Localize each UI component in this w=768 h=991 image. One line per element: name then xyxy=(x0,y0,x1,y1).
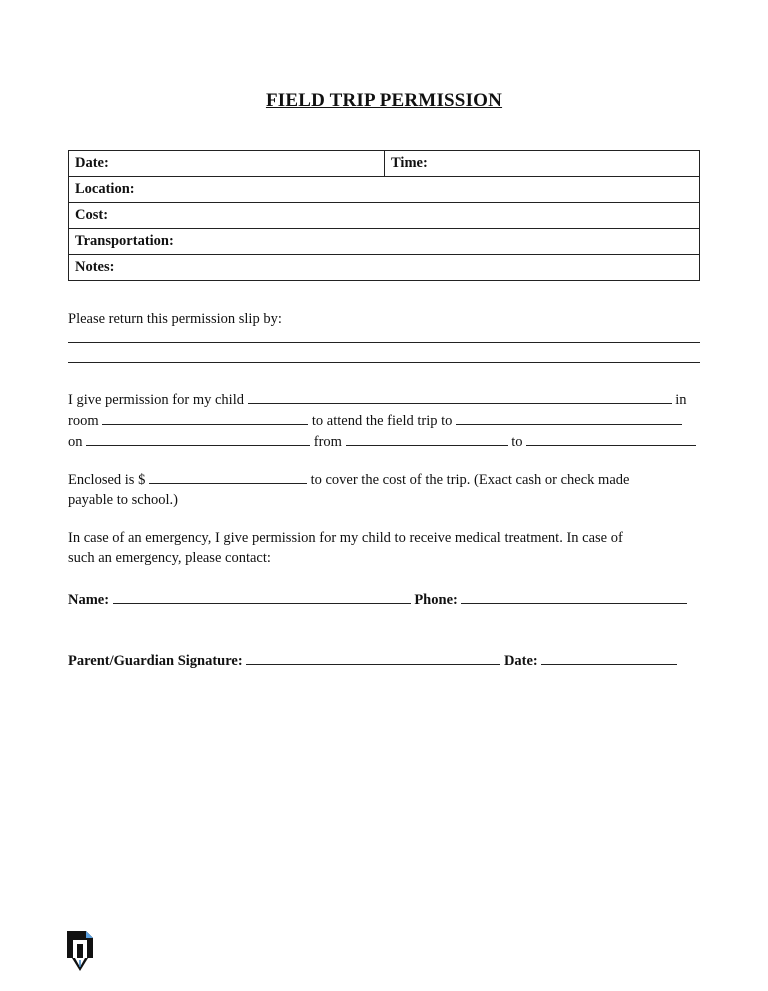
permission-line1-start: I give permission for my child xyxy=(68,392,244,408)
permission-paragraph xyxy=(68,389,702,452)
transportation-cell[interactable]: Transportation: xyxy=(69,229,700,255)
name-label: Name: xyxy=(68,592,110,608)
permission-line3-from: from xyxy=(313,434,342,450)
location-cell[interactable]: Location: xyxy=(69,177,700,203)
return-line-1[interactable] xyxy=(68,342,700,343)
date-cell[interactable]: Date: xyxy=(69,151,385,177)
amount-blank[interactable] xyxy=(149,469,307,484)
phone-blank[interactable] xyxy=(461,589,687,604)
enclosed-paragraph xyxy=(68,469,702,510)
time-cell[interactable]: Time: xyxy=(385,151,700,177)
notes-cell[interactable]: Notes: xyxy=(69,255,700,281)
emergency-paragraph xyxy=(68,528,702,568)
signature-line xyxy=(68,650,702,671)
to-time-blank[interactable] xyxy=(526,431,696,446)
page-title: FIELD TRIP PERMISSION xyxy=(265,90,503,111)
room-blank[interactable] xyxy=(102,410,308,425)
child-name-blank[interactable] xyxy=(248,389,672,404)
signature-label: Parent/Guardian Signature: xyxy=(68,653,243,669)
enclosed-start: Enclosed is $ xyxy=(68,472,146,488)
signature-blank[interactable] xyxy=(246,650,500,665)
signature-date-label: Date: xyxy=(503,653,538,669)
permission-line2-start: room xyxy=(68,413,99,429)
cost-cell[interactable]: Cost: xyxy=(69,203,700,229)
trip-date-blank[interactable] xyxy=(86,431,310,446)
document-pen-logo-icon xyxy=(66,930,94,972)
permission-line3-to: to xyxy=(511,434,523,450)
emergency-line2: such an emergency, please contact: xyxy=(68,550,271,566)
name-blank[interactable] xyxy=(113,589,411,604)
from-time-blank[interactable] xyxy=(346,431,508,446)
permission-line1-end: in xyxy=(675,392,687,408)
signature-date-blank[interactable] xyxy=(541,650,677,665)
enclosed-line2: payable to school.) xyxy=(68,492,178,508)
trip-info-table xyxy=(68,150,700,281)
destination-blank[interactable] xyxy=(456,410,682,425)
permission-line2-mid: to attend the field trip to xyxy=(311,413,453,429)
phone-label: Phone: xyxy=(414,592,458,608)
return-label: Please return this permission slip by: xyxy=(68,311,282,327)
enclosed-end: to cover the cost of the trip. (Exact cash or check made xyxy=(310,472,630,488)
contact-line xyxy=(68,589,702,610)
permission-line3-start: on xyxy=(68,434,83,450)
emergency-line1: In case of an emergency, I give permission for my child to receive medical treatment. In case of xyxy=(68,530,623,546)
return-line-2[interactable] xyxy=(68,362,700,363)
